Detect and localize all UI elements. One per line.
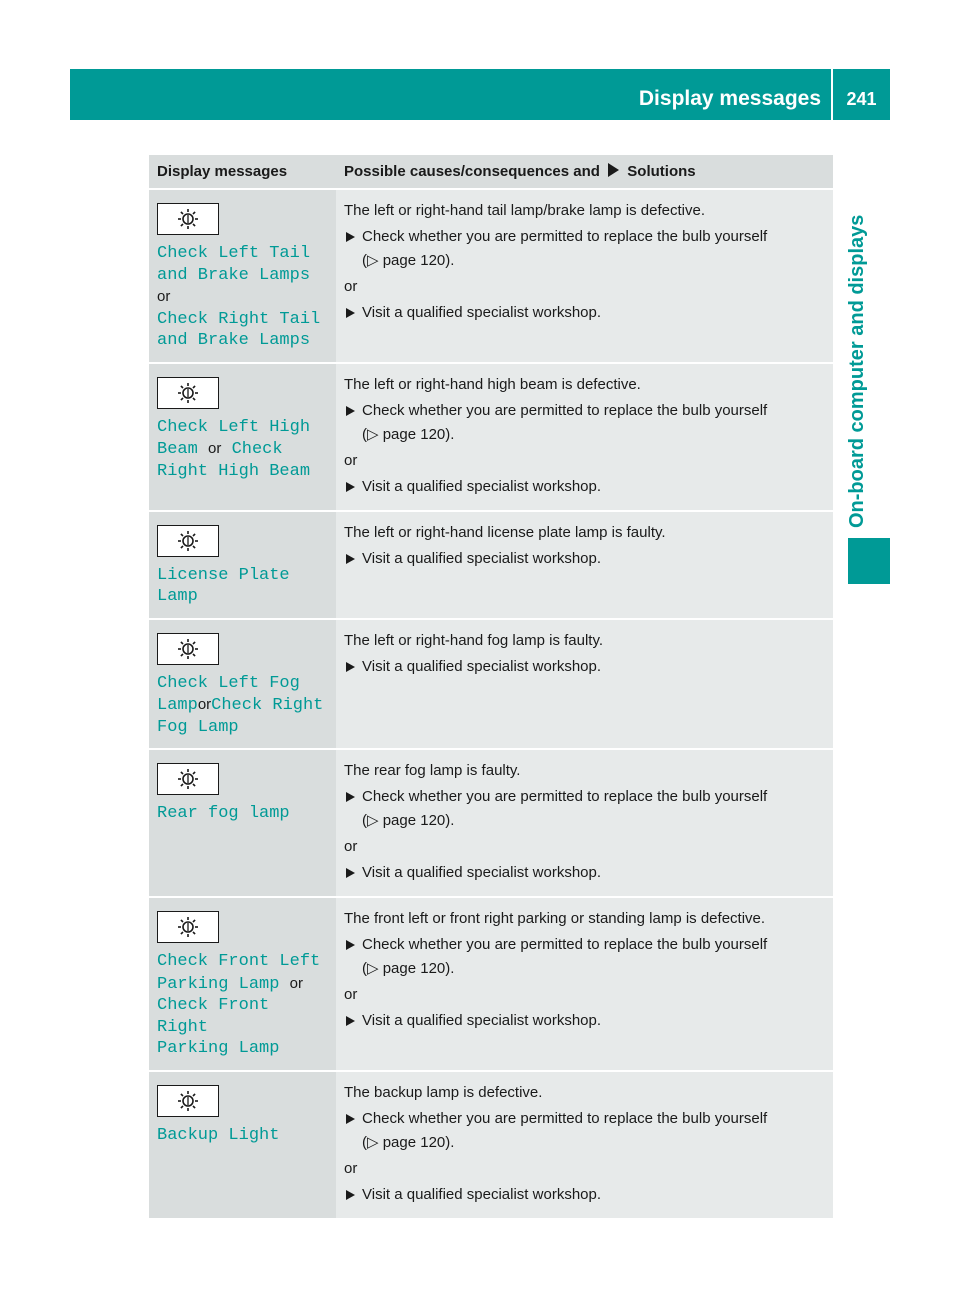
or-text: or xyxy=(208,440,222,457)
display-text: and Brake Lamps xyxy=(157,265,311,285)
cause-text: The left or right-hand tail lamp/brake lamp is defective. xyxy=(344,202,706,219)
or-text: or xyxy=(344,1159,358,1177)
table-row xyxy=(149,897,833,1071)
solution-step: Visit a qualified specialist workshop. xyxy=(344,548,825,570)
display-text: Check Front Left xyxy=(157,952,321,971)
side-tab-marker xyxy=(848,538,890,584)
bulb-fault-icon xyxy=(157,1085,219,1117)
cause-text: The backup lamp is defective. xyxy=(344,1083,543,1101)
page-number: 241 xyxy=(846,89,877,109)
display-message-cell xyxy=(149,749,336,897)
display-text: Check Right xyxy=(211,696,324,715)
display-text: Parking Lamp xyxy=(157,1039,280,1058)
side-tab-label: On-board computer and displays xyxy=(846,214,868,528)
display-text: Check Left High xyxy=(157,417,311,437)
display-message-cell xyxy=(149,619,336,750)
table-row xyxy=(149,511,833,619)
display-text: Check Right Tail xyxy=(157,309,321,329)
display-message-cell xyxy=(149,363,336,511)
table-row xyxy=(149,363,833,511)
solution-step: Visit a qualified specialist workshop. xyxy=(344,1184,825,1206)
or-text: or xyxy=(344,451,358,469)
solution-step: Check whether you are permitted to replace the bulb yourself xyxy=(344,786,825,808)
bulb-fault-icon xyxy=(157,911,219,943)
bulb-fault-icon xyxy=(157,525,219,557)
cause-solution-cell xyxy=(336,189,833,363)
display-message-cell xyxy=(149,897,336,1071)
cause-solution-cell xyxy=(336,619,833,750)
display-text: Beam xyxy=(157,440,198,459)
display-text: Backup Light xyxy=(157,1125,280,1145)
cause-solution-cell xyxy=(336,511,833,619)
display-text: Check Left Fog xyxy=(157,673,300,693)
page-reference: (▷ page 120). xyxy=(362,812,455,829)
column-header-causes-text: Possible causes/consequences and xyxy=(344,163,600,180)
table-row xyxy=(149,1071,833,1218)
cause-solution-cell xyxy=(336,749,833,897)
bulb-fault-icon xyxy=(157,377,219,409)
display-message-cell xyxy=(149,1071,336,1218)
column-header-solutions-text: Solutions xyxy=(627,163,696,180)
cause-solution-cell xyxy=(336,897,833,1071)
page-reference: (▷ page 120). xyxy=(362,960,455,977)
cause-text: The left or right-hand license plate lamp is faulty. xyxy=(344,523,666,541)
cause-text: The left or right-hand fog lamp is faulty. xyxy=(344,631,604,649)
solution-step: Check whether you are permitted to replace the bulb yourself xyxy=(344,400,825,422)
table-row xyxy=(149,619,833,750)
or-text: or xyxy=(344,838,358,855)
solution-step: Visit a qualified specialist workshop. xyxy=(344,1010,825,1032)
cause-solution-cell xyxy=(336,363,833,511)
bulb-fault-icon xyxy=(157,763,219,795)
solution-step: Visit a qualified specialist workshop. xyxy=(344,302,825,324)
solution-arrow-icon xyxy=(608,163,619,177)
cause-text: The left or right-hand high beam is defective. xyxy=(344,375,641,393)
or-text: or xyxy=(344,278,358,295)
solution-step: Check whether you are permitted to replace the bulb yourself xyxy=(344,934,825,956)
display-text: Lamp xyxy=(157,696,198,715)
or-text: or xyxy=(197,696,212,713)
solution-step: Visit a qualified specialist workshop. xyxy=(344,476,825,498)
cause-text: The front left or front right parking or standing lamp is defective. xyxy=(344,910,766,927)
table-row xyxy=(149,749,833,897)
display-text: Rear fog lamp xyxy=(157,804,290,823)
display-text: Parking Lamp xyxy=(157,974,280,994)
bulb-fault-icon xyxy=(157,633,219,665)
display-text: Check Left Tail xyxy=(157,244,311,263)
column-header-display-messages: Display messages xyxy=(149,155,336,189)
or-text: or xyxy=(289,974,303,992)
cause-solution-cell xyxy=(336,1071,833,1218)
cause-text: The rear fog lamp is faulty. xyxy=(344,762,521,779)
solution-step: Check whether you are permitted to replace the bulb yourself xyxy=(344,226,825,248)
page-reference: (▷ page 120). xyxy=(362,252,455,269)
display-text: Check Front Right xyxy=(157,996,270,1037)
display-text: Fog Lamp xyxy=(157,717,239,737)
page-header xyxy=(70,69,890,120)
column-header-causes-solutions xyxy=(336,155,833,189)
or-text: or xyxy=(344,986,358,1003)
or-text: or xyxy=(157,288,171,305)
header-title: Display messages xyxy=(638,87,821,110)
page-reference: (▷ page 120). xyxy=(362,1133,455,1151)
display-text: Right High Beam xyxy=(157,461,311,481)
bulb-fault-icon xyxy=(157,203,219,235)
table-row xyxy=(149,189,833,363)
solution-step: Check whether you are permitted to replace the bulb yourself xyxy=(344,1108,825,1130)
display-message-cell xyxy=(149,189,336,363)
solution-step: Visit a qualified specialist workshop. xyxy=(344,656,825,678)
solution-step: Visit a qualified specialist workshop. xyxy=(344,862,825,884)
display-text: Check xyxy=(231,440,283,459)
page-reference: (▷ page 120). xyxy=(362,425,455,443)
display-text: and Brake Lamps xyxy=(157,331,311,350)
display-message-cell xyxy=(149,511,336,619)
display-text: License Plate Lamp xyxy=(157,565,290,606)
display-messages-table xyxy=(149,155,833,1218)
